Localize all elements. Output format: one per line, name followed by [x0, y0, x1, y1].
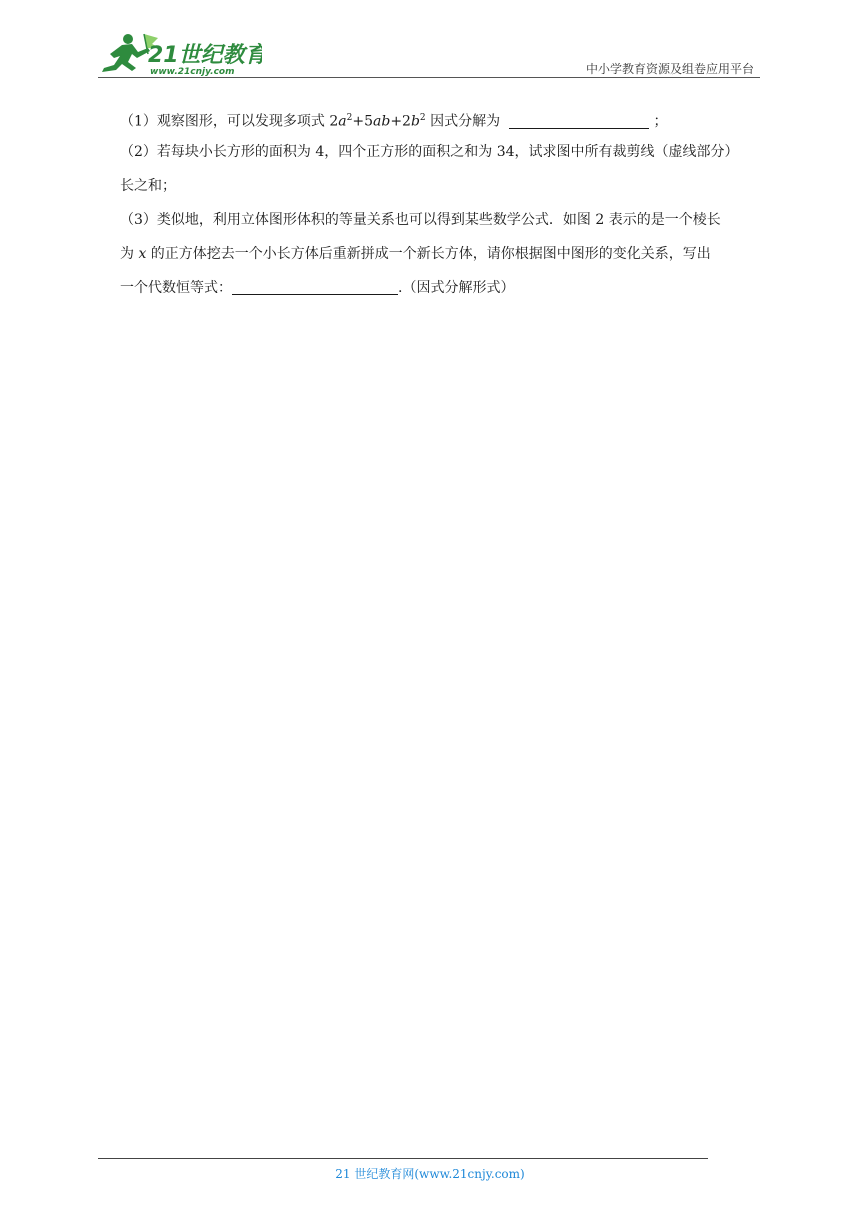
answer-blank-1[interactable] [509, 111, 649, 129]
platform-name: 中小学教育资源及组卷应用平台 [585, 62, 754, 76]
question-content [120, 103, 770, 307]
question-1: （1）观察图形，可以发现多项式 $2a^2+5ab+2b^2$ 因式分解为 ； [120, 103, 770, 133]
question-1-end: ； [653, 113, 668, 130]
question-3-line-2 [120, 239, 770, 269]
logo-text: 21世纪教育 [148, 43, 262, 68]
header-divider [98, 77, 760, 78]
logo-url: www.21cnjy.com [150, 67, 235, 77]
question-3-line-1: （3）类似地，利用立体图形体积的等量关系也可以得到某些数学公式．如图 2 表示的是一个棱长 [120, 212, 721, 228]
question-3-line-3-post: .（因式分解形式） [398, 280, 515, 296]
answer-blank-2[interactable] [232, 277, 398, 295]
question-2-line-2: 长之和； [120, 178, 176, 194]
footer-divider [98, 1158, 708, 1159]
site-logo [92, 30, 262, 80]
question-2-line-1: （2）若每块小长方形的面积为 4，四个正方形的面积之和为 34，试求图中所有裁剪线（虚线部分） [120, 144, 739, 160]
footer-link[interactable]: 21 世纪教育网(www.21cnjy.com) [335, 1167, 525, 1181]
question-1-prefix: （1）观察图形，可以发现多项式 2 [120, 113, 339, 130]
question-3-line-3-pre: 一个代数恒等式： [120, 280, 232, 296]
variable-x: x [138, 246, 147, 262]
question-3-line-3 [120, 273, 770, 303]
question-3-line-2-post: 的正方体挖去一个小长方体后重新拼成一个新长方体，请你根据图中图形的变化关系，写出 [146, 246, 711, 262]
question-3-line-2-pre: 为 [120, 246, 139, 262]
